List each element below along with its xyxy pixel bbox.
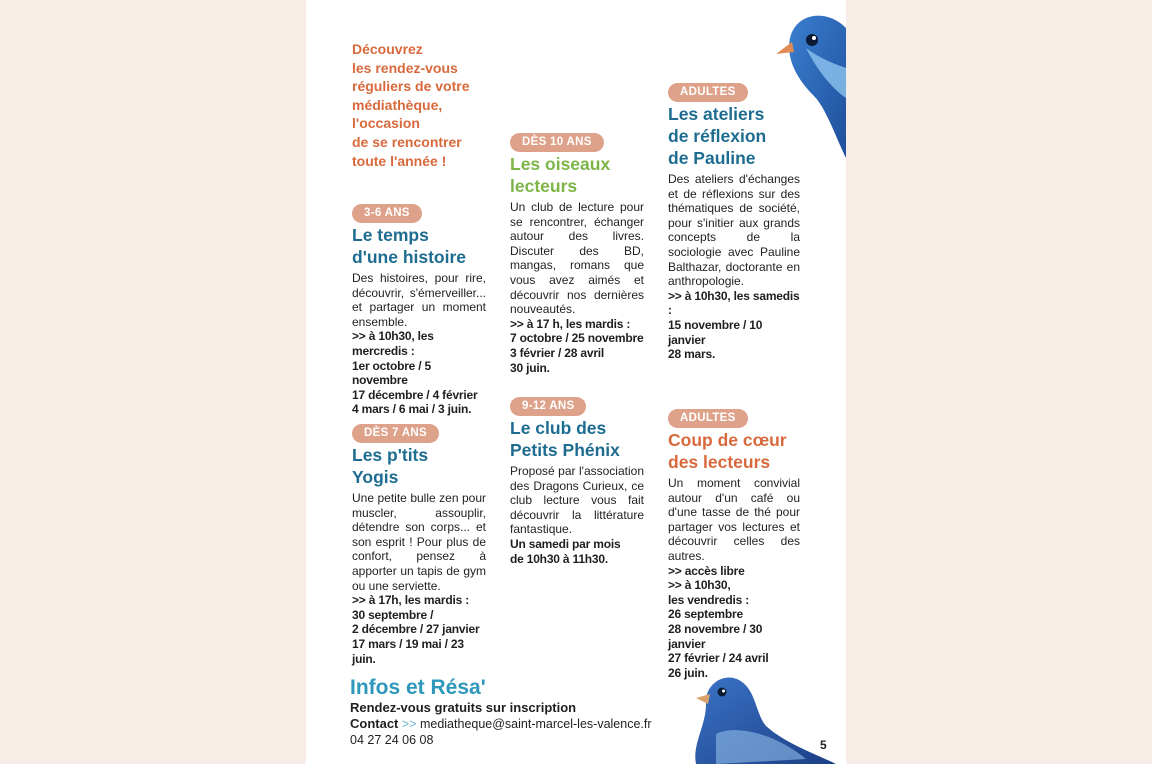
section-description: Des histoires, pour rire, découvrir, s'émerveiller... et partager un moment ensemble. — [352, 271, 486, 329]
audience-badge: ADULTES — [668, 409, 748, 428]
section-title: Les oiseaux lecteurs — [510, 154, 611, 196]
section-title: Les ateliers de réflexion de Pauline — [668, 104, 767, 168]
infos-resa — [350, 676, 652, 748]
section-title: Le temps d'une histoire — [352, 225, 467, 267]
section-title: Les p'tits Yogis — [352, 445, 429, 487]
section-description: Une petite bulle zen pour muscler, assouplir, détendre son corps... et son esprit ! Pour plus de confort, pensez à apporter un tapis de gym ou une serviette. — [352, 491, 486, 593]
contact-phone[interactable]: 04 27 24 06 08 — [350, 733, 434, 747]
page-number: 5 — [820, 738, 827, 752]
section-description: Un club de lecture pour se rencontrer, échanger autour des livres. Discuter des BD, mangas, romans que vous avez aimés et découvrir nos dernières nouveautés. — [510, 200, 644, 317]
section-oiseaux-lecteurs — [510, 132, 644, 375]
section-schedule: >> à 10h30, les samedis : 15 novembre / 10 janvier 28 mars. — [668, 288, 800, 362]
section-schedule: >> à 17 h, les mardis : 7 octobre / 25 novembre 3 février / 28 avril 30 juin. — [510, 316, 644, 375]
section-schedule: Un samedi par mois de 10h30 à 11h30. — [510, 536, 621, 566]
age-badge: DÈS 10 ANS — [510, 133, 604, 152]
contact-label: Contact — [350, 716, 399, 731]
age-badge: 9-12 ANS — [510, 397, 586, 416]
infos-title: Infos et Résa' — [350, 676, 486, 699]
section-schedule: >> à 10h30, les mercredis : 1er octobre / 5 novembre 17 décembre / 4 février 4 mars / 6 mai / 3 juin. — [352, 329, 478, 417]
section-description: Des ateliers d'échanges et de réflexions sur des thématiques de société, pour s'initier aux grands concepts de la sociologie avec Pauline Balthazar, doctorante en anthropologie. — [668, 172, 800, 289]
section-ptits-yogis — [352, 423, 486, 666]
section-coup-de-coeur — [668, 408, 800, 680]
section-description: Un moment convivial autour d'un café ou d'une tasse de thé pour partager vos lectures et découvrir celles des autres. — [668, 476, 800, 563]
age-badge: DÈS 7 ANS — [352, 424, 439, 443]
age-badge: 3-6 ANS — [352, 204, 422, 223]
section-ateliers-pauline — [668, 82, 800, 362]
contact-arrow: >> — [401, 717, 417, 731]
contact-line — [350, 716, 652, 732]
section-description: Proposé par l'association des Dragons Curieux, ce club lecture vous fait découvrir la littérature fantastique. — [510, 464, 644, 537]
section-title: Le club des Petits Phénix — [510, 418, 620, 460]
section-schedule: >> à 17h, les mardis : 30 septembre / 2 décembre / 27 janvier 17 mars / 19 mai / 23 juin. — [352, 593, 480, 666]
section-temps-histoire — [352, 203, 486, 417]
infos-subtitle: Rendez-vous gratuits sur inscription — [350, 700, 577, 715]
section-petits-phenix — [510, 396, 644, 566]
section-schedule: >> accès libre >> à 10h30, les vendredis : 26 septembre 28 novembre / 30 janvier 27 février / 24 avril 26 juin. — [668, 563, 769, 680]
section-title: Coup de cœur des lecteurs — [668, 430, 787, 472]
audience-badge: ADULTES — [668, 83, 748, 102]
brochure-page — [306, 0, 846, 764]
intro-text: Découvrez les rendez-vous réguliers de votre médiathèque, l'occasion de se rencontrer toute l'année ! — [352, 41, 470, 169]
contact-email[interactable]: mediatheque@saint-marcel-les-valence.fr — [419, 717, 652, 731]
